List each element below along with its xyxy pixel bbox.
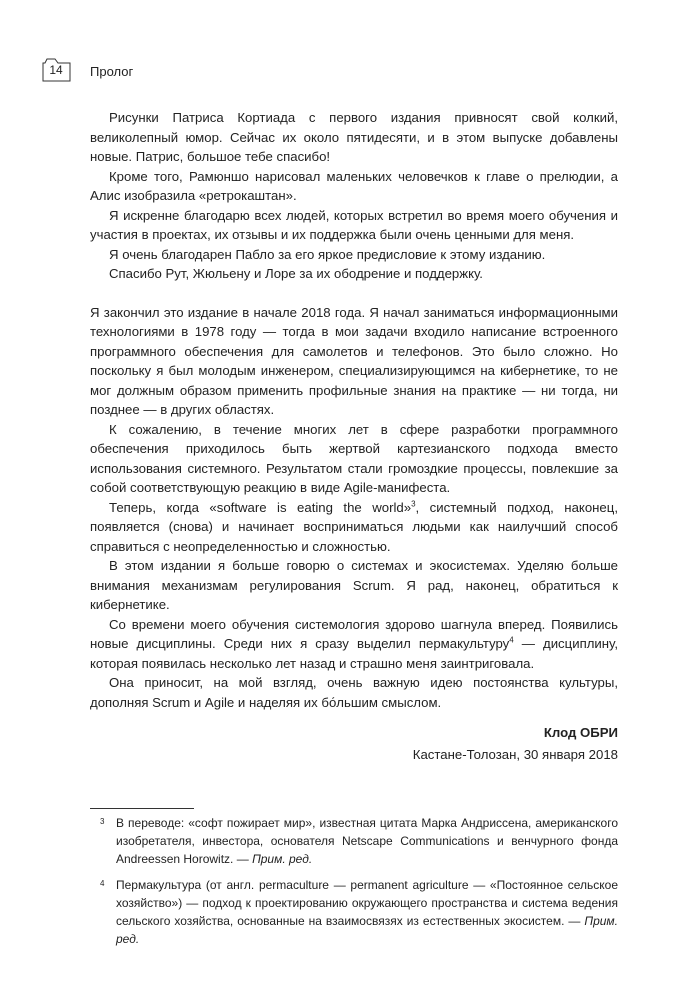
paragraph: Я искренне благодарю всех людей, которых встретил во время моего обучения и участия в проектах, их отзывы и их поддержка были очень ценными для меня. bbox=[90, 207, 618, 242]
text-run: , системный подход, наконец, появляется (снова) и начинает восприниматься людьми как наилучший способ справиться с неопределенностью и сложностью. bbox=[90, 499, 618, 554]
footnote-ref: 3 bbox=[411, 499, 416, 509]
chapter-title: Пролог bbox=[90, 64, 134, 79]
paragraph: Она приносит, на мой взгляд, очень важную идею постоянства культуры, дополняя Scrum и Agile и наделяя их бо́льшим смыслом. bbox=[90, 675, 618, 710]
footnotes bbox=[90, 815, 618, 958]
footnote-text: В переводе: «софт пожирает мир», известная цитата Марка Андриссена, американского изобретателя, инвестора, основателя Netscape Communications и венчурного фонда Andreessen Horowitz. — bbox=[116, 816, 618, 866]
paragraph bbox=[90, 498, 618, 557]
author-name: Клод ОБРИ bbox=[543, 725, 618, 740]
paragraph: К сожалению, в течение многих лет в сфере разработки программного обеспечения приходилось быть жертвой картезианского подхода вместо использования системного. Результатом стали громоздкие процессы, повлекшие за собой соответствующую реакцию в виде Agile-манифеста. bbox=[90, 421, 618, 495]
text-run: Теперь, когда «software is eating the world» bbox=[109, 499, 412, 515]
footnote-ref: 4 bbox=[509, 635, 514, 645]
paragraph: Я очень благодарен Пабло за его яркое предисловие к этому изданию. bbox=[109, 246, 546, 262]
footnote-number: 3 bbox=[100, 817, 105, 826]
signature bbox=[413, 722, 618, 766]
editor-note: Прим. ред. bbox=[252, 851, 313, 866]
text-run: Со времени моего обучения системология здорово шагнула вперед. Появились новые дисциплины. Среди них я сразу выделил пермакультуру bbox=[90, 616, 618, 651]
paragraph: В этом издании я больше говорю о системах и экосистемах. Уделяю больше внимания механизмам регулирования Scrum. Я рад, наконец, обратиться к кибернетике. bbox=[90, 558, 618, 612]
footnote bbox=[90, 815, 618, 868]
paragraph: Кроме того, Рамюншо нарисовал маленьких человечков к главе о прелюдии, а Алис изобразила «ретрокаштан». bbox=[90, 168, 618, 203]
paragraph: Я закончил это издание в начале 2018 года. Я начал заниматься информационными технологиями в 1978 году — тогда в мои задачи входило написание встроенного программного обеспечения для самолетов и телефонов. Это было сложно. Но поскольку я был молодым инженером, специализирующимся на кибернетике, то не мог должным образом применить профильные знания на практике — ни тогда, ни позднее — в других областях. bbox=[90, 304, 618, 417]
page-number: 14 bbox=[49, 63, 63, 77]
paragraph: Рисунки Патриса Кортиада с первого издания привносят свой колкий, великолепный юмор. Сейчас их около пятидесяти, и в этом выпуске добавлены новые. Патрис, большое тебе спасибо! bbox=[90, 110, 618, 164]
place-date: Кастане-Толозан, 30 января 2018 bbox=[412, 747, 618, 762]
text-run: — дисциплину, которая появилась несколько лет назад и страшно меня заинтриговала. bbox=[90, 636, 618, 671]
footnote-divider bbox=[90, 808, 194, 809]
footnote bbox=[90, 877, 618, 948]
editor-note: Прим. ред. bbox=[116, 913, 618, 946]
footnote-number: 4 bbox=[100, 879, 105, 889]
footnote-text: Пермакультура (от англ. permaculture — permanent agriculture — «Постоянное сельское хозяйство») — подход к проектированию окружающего пространства и система ведения сельского хозяйства, основанные на взаимосвязях из естественных экосистем. — bbox=[116, 878, 618, 928]
body-text bbox=[90, 108, 618, 712]
paragraph: Спасибо Рут, Жюльену и Лоре за их ободрение и поддержку. bbox=[109, 266, 483, 281]
paragraph bbox=[90, 615, 618, 674]
